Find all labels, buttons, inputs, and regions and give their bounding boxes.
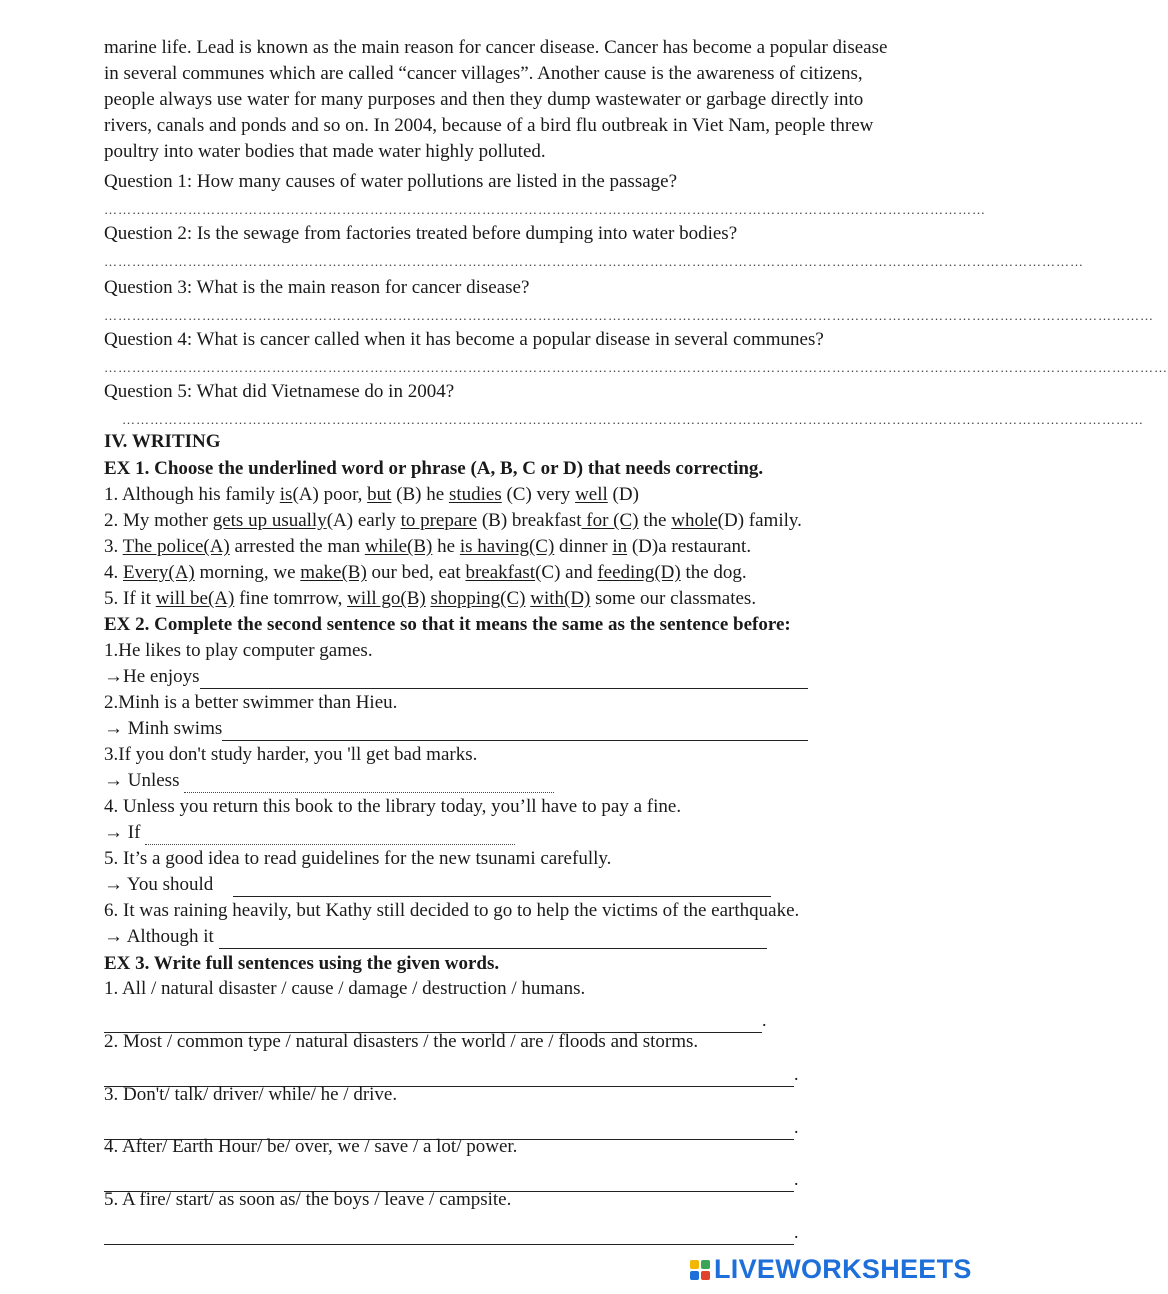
ex1-underlined-option[interactable]: will go(B): [347, 588, 426, 609]
ex1-text-segment: morning, we: [194, 562, 301, 583]
ex2-answer-row-6: [104, 925, 767, 949]
ex1-text-segment: (B) breakfast: [477, 510, 582, 531]
ex2-prompt-6: → Although it: [104, 926, 214, 947]
ex1-title: EX 1. Choose the underlined word or phrase (A, B, C or D) that needs correcting.: [104, 458, 764, 479]
logo-square: [701, 1260, 710, 1269]
brand-name: LIVEWORKSHEETS: [714, 1254, 972, 1284]
liveworksheets-logo-icon: [690, 1260, 710, 1280]
ex1-text-segment: some our classmates.: [590, 588, 757, 609]
ex2-prompt-3: → Unless: [104, 770, 180, 791]
ex1-underlined-option[interactable]: but: [367, 484, 392, 505]
ex3-title: EX 3. Write full sentences using the given words.: [104, 953, 500, 974]
ex1-underlined-option[interactable]: to prepare: [400, 510, 478, 531]
ex2-prompt-2: → Minh swims: [104, 718, 223, 739]
answer-2-field[interactable]: …………………………………………………………………………………………………………………………………………………………………………………………: [104, 254, 1084, 269]
logo-square: [690, 1260, 699, 1269]
ex3-prompt-5: 5. A fire/ start/ as soon as/ the boys / leave / campsite.: [104, 1189, 512, 1210]
ex2-answer-input-5[interactable]: [233, 876, 771, 897]
ex3-period-3: .: [794, 1117, 799, 1137]
question-2: Question 2: Is the sewage from factories treated before dumping into water bodies?: [104, 223, 738, 244]
ex1-underlined-option[interactable]: is having(C): [459, 536, 555, 557]
ex2-sentence-5: 5. It’s a good idea to read guidelines for the new tsunami carefully.: [104, 848, 612, 869]
ex3-period-2: .: [794, 1064, 799, 1084]
ex1-item-2: [104, 509, 802, 533]
ex1-item-4: [104, 561, 747, 585]
passage-line: marine life. Lead is known as the main reason for cancer disease. Cancer has become a popular disease: [104, 37, 888, 58]
ex1-text-segment: (C) and: [535, 562, 598, 583]
ex1-item-5: [104, 587, 756, 611]
ex1-underlined-option[interactable]: make(B): [300, 562, 367, 583]
ex2-answer-input-4[interactable]: [145, 824, 515, 845]
answer-1-field[interactable]: ………………………………………………………………………………………………………………………………………………………………………: [104, 202, 986, 217]
ex1-text-segment: (D): [607, 484, 639, 505]
ex1-underlined-option[interactable]: shopping(C): [430, 588, 526, 609]
ex1-text-segment: 5. If it: [104, 588, 156, 609]
question-5: Question 5: What did Vietnamese do in 2004?: [104, 381, 455, 402]
ex2-sentence-2: 2.Minh is a better swimmer than Hieu.: [104, 692, 398, 713]
ex2-answer-row-4: [104, 821, 515, 845]
ex3-answer-input-5[interactable]: [104, 1224, 794, 1245]
ex1-text-segment: (A) poor,: [292, 484, 368, 505]
ex1-underlined-option[interactable]: breakfast: [465, 562, 536, 583]
ex2-answer-input-3[interactable]: [184, 772, 554, 793]
liveworksheets-logo: [690, 1254, 972, 1285]
ex1-text-segment: (A) early: [326, 510, 401, 531]
ex2-sentence-4: 4. Unless you return this book to the library today, you’ll have to pay a fine.: [104, 796, 682, 817]
ex3-prompt-1: 1. All / natural disaster / cause / damage / destruction / humans.: [104, 978, 586, 999]
answer-5-field[interactable]: …………………………………………………………………………………………………………………………………………………………………………………………………: [122, 412, 1144, 427]
ex1-text-segment: the: [638, 510, 672, 531]
ex3-period-5: .: [794, 1222, 799, 1242]
logo-square: [690, 1271, 699, 1280]
ex2-answer-input-6[interactable]: [219, 928, 767, 949]
answer-3-field[interactable]: ………………………………………………………………………………………………………………………………………………………………………………………………………: [104, 308, 1154, 323]
ex2-prompt-1: →He enjoys: [104, 666, 200, 687]
ex2-answer-input-2[interactable]: [222, 720, 808, 741]
ex2-answer-row-5: [104, 873, 771, 897]
ex3-prompt-4: 4. After/ Earth Hour/ be/ over, we / save / a lot/ power.: [104, 1136, 518, 1157]
ex2-prompt-4: → If: [104, 822, 141, 843]
ex1-text-segment: (D)a restaurant.: [627, 536, 752, 557]
ex1-underlined-option[interactable]: gets up usually: [212, 510, 327, 531]
ex2-answer-input-1[interactable]: [200, 668, 808, 689]
ex3-period-1: .: [762, 1010, 767, 1030]
ex1-text-segment: 3.: [104, 536, 123, 557]
ex3-period-4: .: [794, 1169, 799, 1189]
ex1-underlined-option[interactable]: feeding(D): [597, 562, 681, 583]
ex1-underlined-option[interactable]: well: [575, 484, 608, 505]
answer-4-field[interactable]: …………………………………………………………………………………………………………………………………………………………………………………………………………: [104, 360, 1168, 375]
ex3-prompt-3: 3. Don't/ talk/ driver/ while/ he / drive.: [104, 1084, 398, 1105]
ex1-text-segment: 2. My mother: [104, 510, 213, 531]
ex2-prompt-5: → You should: [104, 874, 214, 895]
ex1-underlined-option[interactable]: for (C): [581, 510, 639, 531]
ex3-answer-row-5: [104, 1220, 799, 1245]
ex2-sentence-3: 3.If you don't study harder, you 'll get bad marks.: [104, 744, 478, 765]
ex1-underlined-option[interactable]: is: [279, 484, 293, 505]
passage-line: in several communes which are called “cancer villages”. Another cause is the awareness of citizens,: [104, 63, 863, 84]
ex1-underlined-option[interactable]: with(D): [530, 588, 591, 609]
ex1-text-segment: (D) family.: [717, 510, 802, 531]
ex1-underlined-option[interactable]: in: [612, 536, 628, 557]
ex1-item-1: [104, 483, 639, 507]
ex1-underlined-option[interactable]: Every(A): [123, 562, 195, 583]
ex3-prompt-2: 2. Most / common type / natural disasters / the world / are / floods and storms.: [104, 1031, 699, 1052]
ex2-answer-row-2: [104, 717, 808, 741]
ex1-text-segment: (C) very: [501, 484, 576, 505]
ex2-answer-row-3: [104, 769, 554, 793]
ex1-text-segment: the dog.: [680, 562, 747, 583]
ex2-sentence-1: 1.He likes to play computer games.: [104, 640, 373, 661]
ex1-underlined-option[interactable]: while(B): [364, 536, 433, 557]
ex1-text-segment: arrested the man: [229, 536, 365, 557]
ex1-text-segment: (B) he: [391, 484, 449, 505]
ex1-underlined-option[interactable]: The police(A): [122, 536, 230, 557]
passage-line: rivers, canals and ponds and so on. In 2004, because of a bird flu outbreak in Viet Nam, people threw: [104, 115, 874, 136]
logo-square: [701, 1271, 710, 1280]
ex1-underlined-option[interactable]: whole: [671, 510, 718, 531]
ex1-text-segment: our bed, eat: [366, 562, 466, 583]
passage-line: poultry into water bodies that made water highly polluted.: [104, 141, 546, 162]
section-title-writing: IV. WRITING: [104, 431, 221, 452]
passage-line: people always use water for many purposes and then they dump wastewater or garbage directly into: [104, 89, 864, 110]
ex1-text-segment: 1. Although his family: [104, 484, 280, 505]
question-4: Question 4: What is cancer called when it has become a popular disease in several communes?: [104, 329, 824, 350]
ex1-text-segment: dinner: [554, 536, 613, 557]
question-3: Question 3: What is the main reason for cancer disease?: [104, 277, 530, 298]
ex2-title: EX 2. Complete the second sentence so that it means the same as the sentence before:: [104, 614, 791, 635]
ex1-text-segment: he: [432, 536, 460, 557]
ex1-underlined-option[interactable]: studies: [448, 484, 502, 505]
ex1-text-segment: fine tomrrow,: [234, 588, 348, 609]
ex1-text-segment: 4.: [104, 562, 123, 583]
ex2-answer-row-1: [104, 665, 808, 689]
ex1-underlined-option[interactable]: will be(A): [155, 588, 235, 609]
question-1: Question 1: How many causes of water pollutions are listed in the passage?: [104, 171, 678, 192]
ex1-item-3: [104, 535, 751, 559]
ex2-sentence-6: 6. It was raining heavily, but Kathy still decided to go to help the victims of the earthquake.: [104, 900, 800, 921]
